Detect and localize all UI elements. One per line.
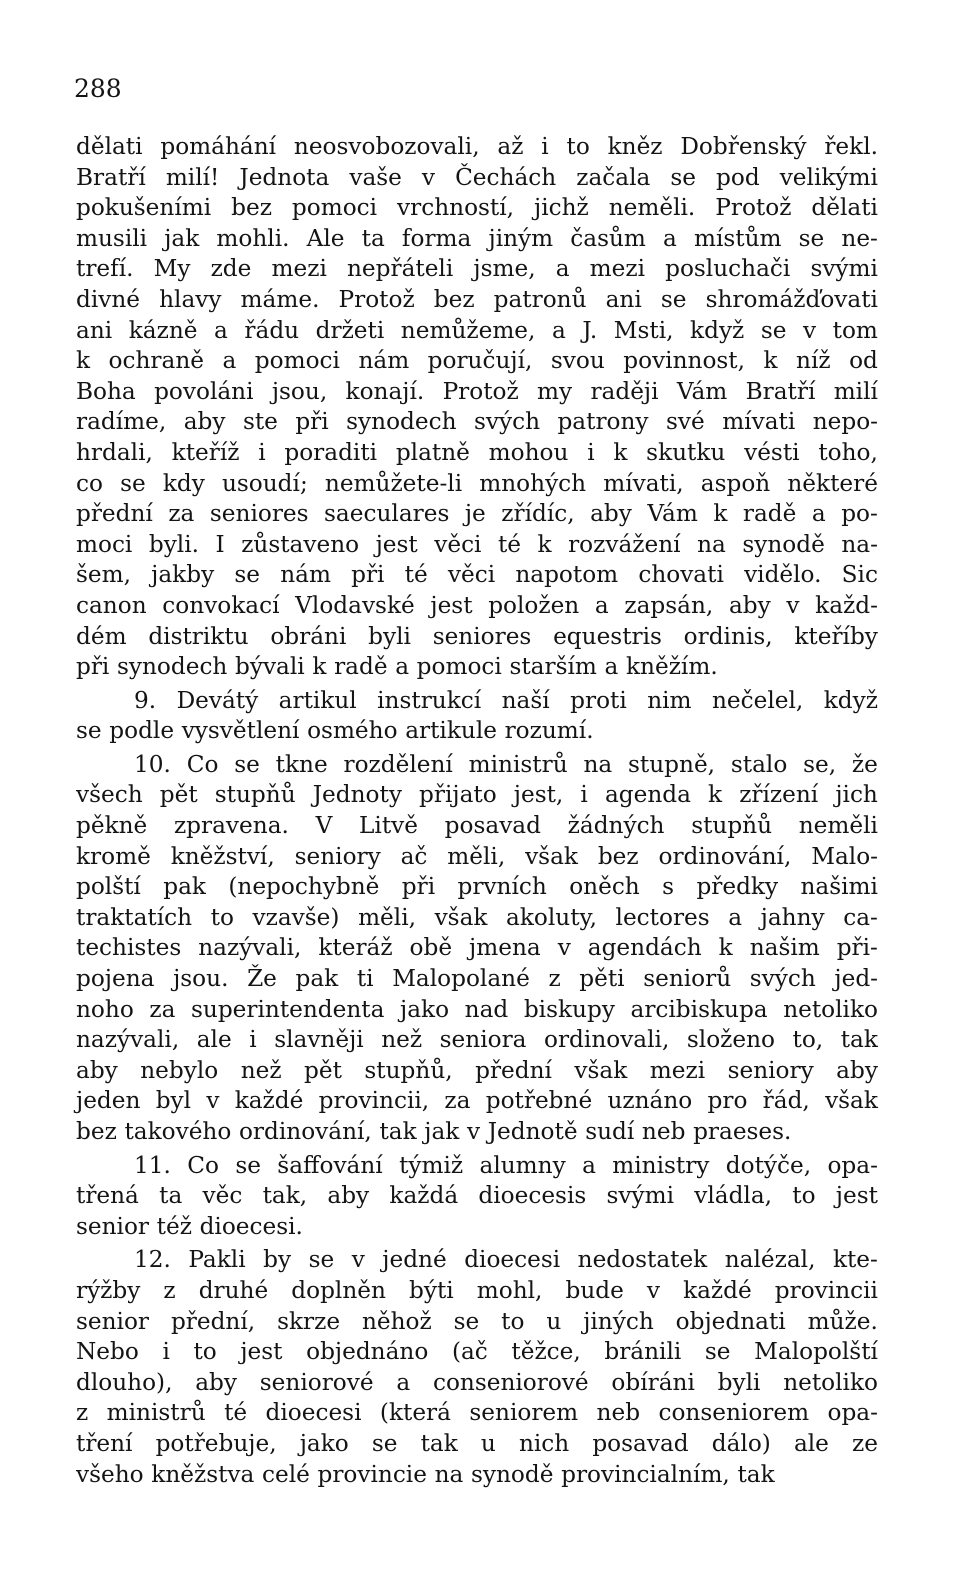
text-line: tření potřebuje, jako se tak u nich posavad dálo) ale ze (76, 1429, 878, 1457)
paragraph (76, 132, 878, 683)
text-line: 12. Pakli by se v jedné dioecesi nedostatek nalézal, kte- (134, 1246, 878, 1274)
body-text (76, 132, 878, 1490)
text-line: pěkně zpravena. V Litvě posavad žádných stupňů neměli (76, 812, 878, 840)
page-number: 288 (74, 74, 122, 103)
text-line: co se kdy usoudí; nemůžete-li mnohých mívati, aspoň některé (76, 469, 878, 497)
text-line: 9. Devátý artikul instrukcí naší proti nim nečelel, když (134, 686, 878, 714)
text-line: z ministrů té dioecesi (která seniorem neb conseniorem opa- (76, 1399, 878, 1427)
text-line: kromě kněžství, seniory ač měli, však bez ordinování, Malo- (76, 842, 878, 870)
paragraph (76, 1245, 878, 1490)
text-line: 11. Co se šaffování týmiž alumny a ministry dotýče, opa- (134, 1151, 878, 1179)
text-line: musili jak mohli. Ale ta forma jiným časům a místům se ne- (76, 224, 878, 252)
text-line: pojena jsou. Že pak ti Malopolané z pěti seniorů svých jed- (76, 965, 878, 993)
text-line: šem, jakby se nám při té věci napotom chovati vidělo. Sic (76, 561, 878, 589)
text-line: 10. Co se tkne rozdělení ministrů na stupně, stalo se, že (134, 750, 878, 778)
text-line: polští pak (nepochybně při prvních oněch s předky našimi (76, 873, 878, 901)
text-line: radíme, aby ste při synodech svých patrony své mívati nepo- (76, 408, 878, 436)
text-line: noho za superintendenta jako nad biskupy arcibiskupa netoliko (76, 995, 878, 1023)
text-line: aby nebylo než pět stupňů, přední však mezi seniory aby (76, 1056, 878, 1084)
text-line: dém distriktu obráni byli seniores equestris ordinis, kteříby (76, 622, 878, 650)
text-line: se podle vysvětlení osmého artikule rozumí. (76, 717, 594, 745)
text-line: divné hlavy máme. Protož bez patronů ani se shromážďovati (76, 285, 878, 313)
text-line: přední za seniores saeculares je zřídíc, aby Vám k radě a po- (76, 500, 878, 528)
text-line: bez takového ordinování, tak jak v Jednotě sudí neb praeses. (76, 1118, 792, 1145)
text-line: jeden byl v každé provincii, za potřebné uznáno pro řád, však (76, 1087, 878, 1115)
text-line: Bratří milí! Jednota vaše v Čechách začala se pod velikými (76, 163, 878, 191)
text-line: třená ta věc tak, aby každá dioecesis svými vládla, to jest (76, 1182, 878, 1210)
paragraph (76, 1151, 878, 1243)
text-line: nazývali, ale i slavněji než seniora ordinovali, složeno to, tak (76, 1026, 878, 1054)
text-line: senior přední, skrze něhož se to u jiných objednati může. (76, 1307, 878, 1335)
text-line: senior též dioecesi. (76, 1212, 303, 1240)
paragraph (76, 750, 878, 1148)
text-line: ani kázně a řádu držeti nemůžeme, a J. Msti, když se v tom (76, 316, 878, 344)
text-line: všech pět stupňů Jednoty přijato jest, i agenda k zřízení jich (76, 781, 878, 809)
text-line: Nebo i to jest objednáno (ač těžce, bránili se Malopolští (76, 1338, 878, 1366)
text-line: dlouho), aby seniorové a conseniorové obíráni byli netoliko (76, 1368, 878, 1396)
text-line: Boha povoláni jsou, konají. Protož my raději Vám Bratří milí (76, 377, 878, 405)
text-line: k ochraně a pomoci nám poručují, svou povinnost, k níž od (76, 347, 878, 375)
text-line: rýžby z druhé doplněn býti mohl, bude v každé provincii (76, 1276, 878, 1304)
text-line: dělati pomáhání neosvobozovali, až i to kněz Dobřenský řekl. (76, 133, 878, 160)
paragraph (76, 686, 878, 747)
text-line: při synodech bývali k radě a pomoci starším a kněžím. (76, 653, 718, 681)
text-line: traktatích to vzavše) měli, však akoluty, lectores a jahny ca- (76, 903, 878, 931)
text-line: všeho kněžstva celé provincie na synodě provincialním, tak (76, 1460, 775, 1488)
text-line: hrdali, kteříž i poraditi platně mohou i k skutku vésti toho, (76, 438, 878, 466)
text-line: techistes nazývali, kteráž obě jmena v agendách k našim při- (76, 934, 878, 962)
text-line: moci byli. I zůstaveno jest věci té k rozvážení na synodě na- (76, 530, 878, 558)
text-line: pokušeními bez pomoci vrchností, jichž neměli. Protož dělati (76, 194, 878, 222)
text-line: canon convokací Vlodavské jest položen a zapsán, aby v každ- (76, 591, 878, 619)
text-line: trefí. My zde mezi nepřáteli jsme, a mezi posluchači svými (76, 255, 878, 283)
